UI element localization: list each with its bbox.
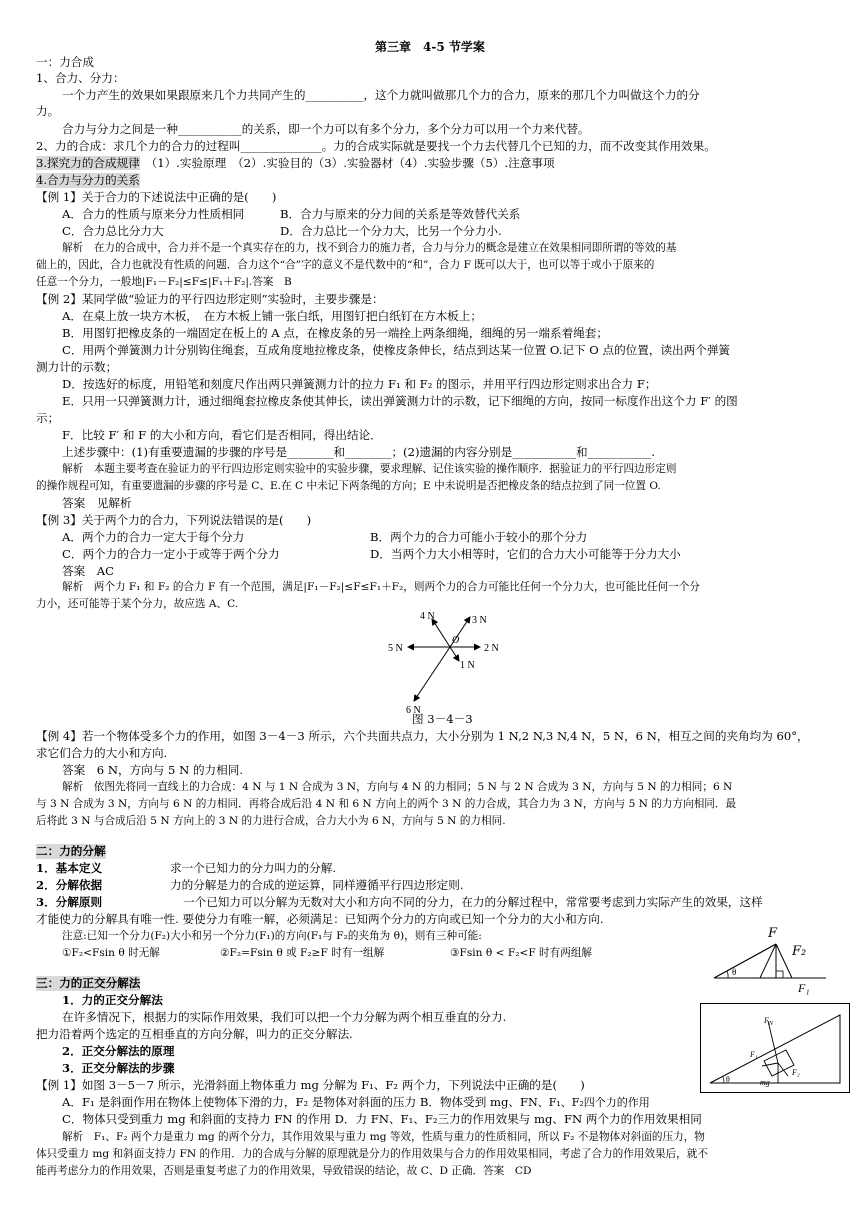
term-label: 1．基本定义: [36, 861, 103, 875]
option-text: C．物体只受到重力 mg 和斜面的支持力 F: [62, 1112, 283, 1126]
right-angle-mark: [776, 971, 783, 978]
text-line: [36, 156, 555, 171]
decomposition-diagram: [708, 940, 832, 1002]
highlight-label: 3.探究力的合成规律: [36, 156, 140, 170]
text-line: 在许多情况下，根据力的实际作用效果，我们可以把一个力分解为两个相互垂直的分力.: [62, 1010, 507, 1024]
option-d: D．合力总比一个分力大，比另一个分力小.: [280, 224, 502, 238]
text-line: 合力与分力之间是一种___________的关系，即一个力可以有多个分力，多个分力可以用一个力来代替。: [62, 122, 590, 136]
force-f-arrow: [714, 944, 776, 978]
option-d: D．当两个力大小相等时，它们的合力大小可能等于分力大小: [370, 547, 681, 561]
f2-line: [776, 944, 792, 978]
step-e: 示；: [36, 411, 60, 425]
question: 【例 4】若一个物体受多个力的作用，如图 3－4－3 所示，六个共面共点力，大小分别为 1 N,2 N,3 N,4 N，5 N，6 N，相互之间的夹角均为 60°，: [36, 729, 809, 743]
subheading: 2．正交分解法的原理: [62, 1044, 175, 1058]
mg-label: mg: [760, 1078, 770, 1087]
answer: 答案 AC: [62, 564, 115, 578]
subheading: 3．正交分解法的步骤: [62, 1061, 175, 1075]
explanation-text: 体只受重力 mg 和斜面支持力 F: [36, 1148, 187, 1160]
fn-sub: N: [768, 1021, 773, 1027]
step-b: B．用图钉把橡皮条的一端固定在板上的 A 点，在橡皮条的另一端拴上两条细绳，细绳的另一端系着绳套；: [62, 326, 608, 340]
option-c-d: [62, 1112, 702, 1127]
force-arrow-4n: [432, 619, 450, 647]
option-text: N、F₁、F₂三力的作用效果与 mg、F: [378, 1112, 573, 1126]
text-span: （1）.实验原理 （2）.实验目的（3）.实验器材（4）.实验步骤（5）.注意事项: [151, 156, 555, 170]
case-3: ③Fsin θ < F₂<F 时有两组解: [450, 947, 593, 959]
term-label: 3．分解原则: [36, 895, 103, 909]
step-c: 测力计的示数；: [36, 360, 118, 374]
angle-arc: [727, 971, 728, 978]
explanation: 任意一个分力，一般地|F₁－F₂|≤F≤|F₁＋F₂|.答案 B: [36, 276, 292, 288]
explanation: 力小，还可能等于某个分力，故应选 A、C.: [36, 598, 239, 610]
text-line: 2、力的合成：求几个力的合力的过程叫______________。力的合成实际就是要找一个力去代替几个已知的力，而不改变其作用效果。: [36, 139, 716, 153]
case-1: ①F₂<Fsin θ 时无解: [62, 947, 160, 959]
option-a: A．两个力的合力一定大于每个分力: [62, 530, 245, 544]
term-label: 2．分解依据: [36, 878, 103, 892]
section-3-heading: 三：力的正交分解法: [36, 976, 141, 990]
question: 【例 1】关于合力的下述说法中正确的是( ): [36, 190, 277, 204]
section-2-heading: 二：力的分解: [36, 844, 106, 858]
explanation: 的操作规程可知，有重要遗漏的步骤的序号是 C、E.在 C 中未记下两条绳的方向；E 中未说明是否把橡皮条的结点拉到了同一位置 O.: [36, 480, 661, 492]
figure-caption: 图 3－4－3: [412, 712, 473, 726]
inclined-plane-diagram: [700, 1003, 850, 1093]
option-a: A．合力的性质与原来分力性质相同: [62, 207, 245, 221]
term-value: 力的分解是力的合成的逆运算，同样遵循平行四边形定则.: [170, 878, 464, 892]
explanation-text: N 的作用．力的合成与分解的原理就是分力的作用效果与合力的作用效果相同，考虑了合力的作用效果后，就不: [186, 1148, 708, 1160]
explanation: 解析 本题主要考查在验证力的平行四边形定则实验中的实验步骤，要求理解、记住该实验的操作顺序．据验证力的平行四边形定则: [62, 463, 677, 475]
text-line: 把力沿着两个选定的互相垂直的方向分解，叫力的正交分解法.: [36, 1027, 353, 1041]
option-text: N 的作用 D．力 F: [282, 1112, 379, 1126]
explanation: 与 3 N 合成为 3 N，方向与 6 N 的力相同．再将合成后沿 4 N 和 6 N 方向上的两个 3 N 的力合成，其合力为 3 N，方向与 5 N 的力方向相同．最: [36, 798, 737, 810]
theta-label: θ: [726, 1075, 730, 1084]
subheading: 1．力的正交分解法: [62, 993, 163, 1007]
f1-label: F₁: [798, 981, 810, 995]
section-1-heading: 一：力合成: [36, 55, 94, 69]
option-text-sub: N、F₁、F₂四个力的作用: [528, 1096, 650, 1109]
label-6n: 6 N: [406, 705, 421, 716]
option-a-b: [62, 1095, 650, 1110]
option-text: N 两个力的作用效果相同: [572, 1112, 702, 1126]
f2-line: [760, 944, 776, 978]
answer: 答案 见解析: [62, 496, 132, 510]
label-3n: 3 N: [472, 615, 487, 626]
term-value: 一个已知力可以分解为无数对大小和方向不同的分力，在力的分解过程中，常常要考虑到力实际产生的效果，这样: [183, 895, 763, 909]
question: 求它们合力的大小和方向.: [36, 746, 168, 760]
note: 注意:已知一个分力(F₂)大小和另一个分力(F₁)的方向(F₁与 F₂的夹角为 θ)，则有三种可能:: [62, 930, 482, 942]
text-line: 一个力产生的效果如果跟原来几个力共同产生的__________，这个力就叫做那几个力的合力，原来的那几个力叫做这个力的分: [62, 88, 700, 102]
step-f: F．比较 F′ 和 F 的大小和方向，看它们是否相同，得出结论．: [62, 428, 382, 442]
sub-question: 上述步骤中：(1)有重要遗漏的步骤的序号是________和________；(2)遗漏的内容分别是___________和___________.: [62, 445, 656, 459]
explanation: 解析 两个力 F₁ 和 F₂ 的合力 F 有一个范围，满足|F₁－F₂|≤F≤F₁＋F₂，则两个力的合力可能比任何一个分力大，也可能比任何一个分: [62, 581, 700, 593]
option-c: C．合力总比分力大: [62, 224, 164, 238]
label-origin: O: [452, 635, 460, 646]
explanation: 解析 依图先将同一直线上的力合成：4 N 与 1 N 合成为 3 N，方向与 4 N 的力相同；5 N 与 2 N 合成为 3 N，方向与 5 N 的力相同；6 N: [62, 781, 733, 793]
explanation: 后将此 3 N 与合成后沿 5 N 方向上的 3 N 的力进行合成，合力大小为 6 N，方向与 5 N 的力相同.: [36, 815, 506, 827]
term-value: 才能使力的分解具有唯一性. 要使分力有唯一解，必须满足：已知两个分力的方向或已知一个分力的大小和方向.: [36, 912, 604, 926]
label-1n: 1 N: [460, 660, 475, 671]
question: 【例 3】关于两个力的合力，下列说法错误的是( ): [36, 513, 312, 527]
step-c: C．用两个弹簧测力计分别钩住绳套，互成角度地拉橡皮条，使橡皮条伸长，结点到达某一位置 O.记下 O 点的位置，读出两个弹簧: [62, 343, 731, 357]
text-line: 1、合力、分力：: [36, 71, 125, 85]
option-c: C．两个力的合力一定小于或等于两个分力: [62, 547, 280, 561]
question: 【例 2】某同学做“验证力的平行四边形定则”实验时，主要步骤是：: [36, 292, 384, 306]
figure-frame: [701, 1004, 850, 1093]
explanation: 础上的，因此，合力也就没有性质的问题．合力这个“合”字的意义不是代数中的“和”，合力 F 既可以大于，也可以等于或小于原来的: [36, 259, 655, 271]
case-2: ②F₂=Fsin θ 或 F₂≥F 时有一组解: [220, 947, 385, 959]
fn-label: [763, 1016, 774, 1027]
explanation: 解析 F₁、F₂ 两个力是重力 mg 的两个分力，其作用效果与重力 mg 等效，性质与重力的性质相同，所以 F₂ 不是物体对斜面的压力，物: [62, 1131, 705, 1143]
explanation: 能再考虑分力的作用效果，否则是重复考虑了力的作用效果，导致错误的结论，故 C、D 正确．答案 CD: [36, 1165, 532, 1177]
f2-label: F₂: [792, 1068, 800, 1077]
theta-label: θ: [732, 967, 737, 977]
text-line: 力。: [36, 104, 60, 118]
explanation: 解析 在力的合成中，合力并不是一个真实存在的力，找不到合力的施力者，合力与分力的概念是建立在效果相同即所谓的等效的基: [62, 242, 677, 254]
answer: 答案 6 N，方向与 5 N 的力相同.: [62, 763, 244, 777]
f-label: F: [768, 926, 778, 941]
step-d: D．按选好的标度，用铅笔和刻度尺作出两只弹簧测力计的拉力 F₁ 和 F₂ 的图示，并用平行四边形定则求出合力 F；: [62, 377, 657, 391]
f1-label: F₁: [750, 1050, 758, 1059]
step-e: E．只用一只弹簧测力计，通过细绳套拉橡皮条使其伸长，读出弹簧测力计的示数，记下细绳的方向，按同一标度作出这个力 F′ 的图: [62, 394, 738, 408]
question: 【例 1】如图 3－5－7 所示，光滑斜面上物体重力 mg 分解为 F₁、F₂ 两个力，下列说法中正确的是( ): [36, 1078, 585, 1092]
label-2n: 2 N: [484, 643, 499, 654]
block: [764, 1050, 794, 1076]
f2-label: F₂: [792, 944, 807, 959]
term-value: 求一个已知力的分力叫力的分解.: [170, 861, 336, 875]
option-b: B．合力与原来的分力间的关系是等效替代关系: [280, 207, 521, 221]
page-title: 第三章 4-5 节学案: [375, 40, 485, 54]
option-b: B．两个力的合力可能小于较小的那个分力: [370, 530, 588, 544]
angle-arc: [723, 1077, 724, 1083]
label-5n: 5 N: [388, 643, 403, 654]
option-text: A．F₁ 是斜面作用在物体上使物体下滑的力，F₂ 是物体对斜面的压力 B．物体受到 mg、F: [62, 1095, 529, 1109]
text-line: 4.合力与分力的关系: [36, 173, 140, 187]
label-4n: 4 N: [420, 611, 435, 622]
fn-text: F: [764, 1016, 769, 1025]
explanation: [36, 1147, 708, 1162]
force-arrow-1n: [450, 647, 459, 661]
step-a: A．在桌上放一块方木板， 在方木板上铺一张白纸，用图钉把白纸钉在方木板上；: [62, 309, 482, 323]
force-arrow-6n: [414, 647, 450, 701]
